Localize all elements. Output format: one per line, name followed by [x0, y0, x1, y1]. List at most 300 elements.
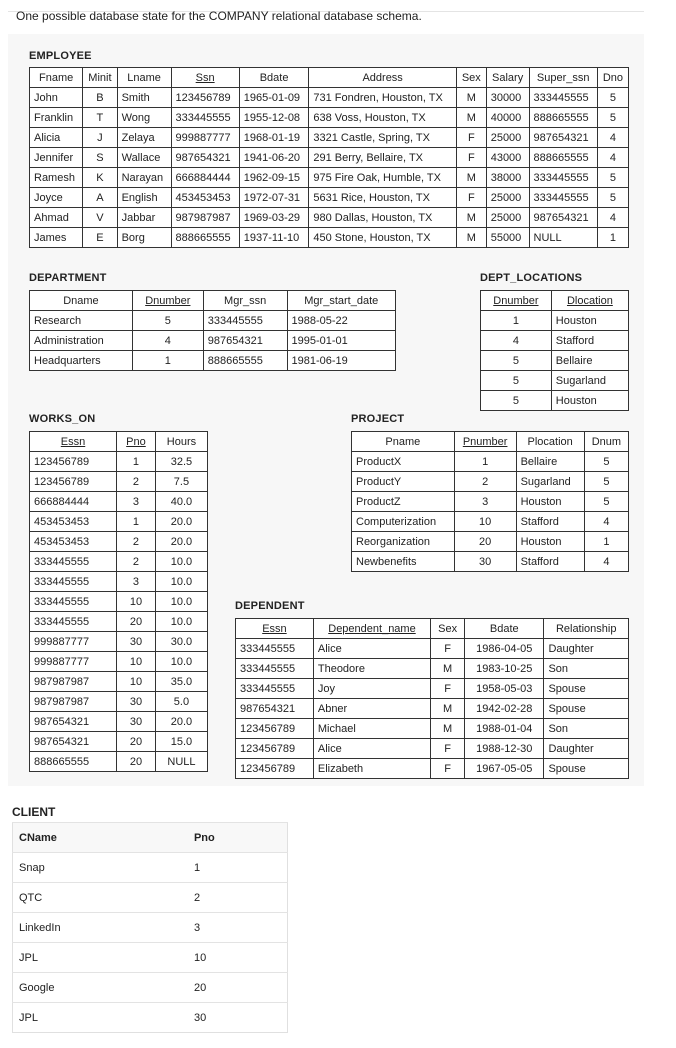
table-cell: 5 — [481, 351, 552, 371]
table-cell: 30 — [117, 632, 156, 652]
table-row — [13, 883, 288, 913]
table-cell: 5 — [584, 492, 628, 512]
header-cell — [155, 432, 207, 452]
table-cell: Stafford — [551, 331, 628, 351]
works-on-title: WORKS_ON — [29, 413, 96, 425]
table-cell: M — [431, 719, 465, 739]
table-cell: 5 — [597, 108, 628, 128]
table-row — [481, 351, 629, 371]
table-cell: 20 — [454, 532, 516, 552]
table-cell: 123456789 — [236, 759, 314, 779]
table-row — [13, 973, 288, 1003]
header-cell — [584, 432, 628, 452]
table-cell: Spouse — [544, 699, 629, 719]
column-header: Hours — [166, 435, 197, 448]
table-cell: 10 — [117, 592, 156, 612]
header-cell — [309, 68, 457, 88]
table-cell: 1 — [584, 532, 628, 552]
column-header: CName — [19, 831, 57, 844]
table-cell: 333445555 — [171, 108, 239, 128]
header-cell — [456, 68, 486, 88]
table-cell: M — [431, 699, 465, 719]
table-cell: Stafford — [516, 552, 584, 572]
table-cell: 5 — [481, 371, 552, 391]
table-cell: 975 Fire Oak, Humble, TX — [309, 168, 457, 188]
header-cell — [13, 823, 188, 853]
employee-table — [29, 67, 629, 248]
table-row — [236, 739, 629, 759]
table-cell: 1 — [597, 228, 628, 248]
table-row — [30, 148, 629, 168]
table-row — [30, 188, 629, 208]
table-row — [30, 128, 629, 148]
table-row — [352, 492, 629, 512]
table-cell: J — [83, 128, 117, 148]
table-cell: F — [431, 759, 465, 779]
header-cell — [171, 68, 239, 88]
table-cell: 10 — [117, 652, 156, 672]
table-cell: 987654321 — [30, 732, 117, 752]
table-cell: K — [83, 168, 117, 188]
table-cell: 1 — [454, 452, 516, 472]
table-cell: 333445555 — [30, 552, 117, 572]
column-header: Essn — [60, 435, 86, 448]
table-cell: 30 — [454, 552, 516, 572]
table-row — [30, 512, 208, 532]
header-cell — [132, 291, 203, 311]
table-cell: 30 — [117, 692, 156, 712]
table-cell: 1968-01-19 — [239, 128, 309, 148]
department-table — [29, 290, 396, 371]
table-cell: 5 — [584, 472, 628, 492]
table-cell: LinkedIn — [13, 913, 188, 943]
header-cell — [431, 619, 465, 639]
table-cell: 5 — [597, 88, 628, 108]
table-row — [30, 168, 629, 188]
table-cell: 987654321 — [529, 208, 597, 228]
table-cell: 1988-01-04 — [465, 719, 544, 739]
table-cell: 333445555 — [236, 679, 314, 699]
employee-title: EMPLOYEE — [29, 50, 92, 62]
header-cell — [544, 619, 629, 639]
table-cell: 1988-05-22 — [287, 311, 395, 331]
table-cell: 5 — [584, 452, 628, 472]
table-row — [481, 391, 629, 411]
table-cell: ProductY — [352, 472, 455, 492]
table-cell: Reorganization — [352, 532, 455, 552]
department-header-row — [30, 291, 396, 311]
table-cell: F — [456, 128, 486, 148]
table-cell: ProductZ — [352, 492, 455, 512]
table-cell: Joy — [313, 679, 430, 699]
table-cell: 3 — [188, 913, 288, 943]
table-cell: Snap — [13, 853, 188, 883]
table-row — [352, 552, 629, 572]
column-header: Pno — [193, 831, 215, 844]
table-cell: 10 — [188, 943, 288, 973]
table-cell: 333445555 — [236, 639, 314, 659]
table-cell: 10.0 — [155, 652, 207, 672]
column-header: Address — [362, 71, 403, 84]
table-cell: M — [456, 168, 486, 188]
dependent-header-row — [236, 619, 629, 639]
header-cell — [117, 68, 171, 88]
table-row — [352, 452, 629, 472]
table-cell: 333445555 — [30, 572, 117, 592]
header-cell — [454, 432, 516, 452]
table-row — [352, 472, 629, 492]
table-cell: 999887777 — [30, 632, 117, 652]
table-cell: 2 — [117, 532, 156, 552]
table-cell: 40000 — [486, 108, 529, 128]
table-cell: 731 Fondren, Houston, TX — [309, 88, 457, 108]
table-cell: 666884444 — [171, 168, 239, 188]
table-cell: 1 — [188, 853, 288, 883]
table-row — [481, 331, 629, 351]
table-cell: 35.0 — [155, 672, 207, 692]
department-title: DEPARTMENT — [29, 272, 107, 284]
table-cell: 1941-06-20 — [239, 148, 309, 168]
column-header: Pnumber — [462, 435, 508, 448]
table-cell: 980 Dallas, Houston, TX — [309, 208, 457, 228]
table-cell: 10.0 — [155, 612, 207, 632]
table-cell: M — [456, 88, 486, 108]
table-cell: 987987987 — [30, 692, 117, 712]
table-cell: 1988-12-30 — [465, 739, 544, 759]
header-cell — [597, 68, 628, 88]
column-header: Dno — [602, 71, 623, 84]
column-header: Dnumber — [145, 294, 191, 307]
table-cell: 2 — [454, 472, 516, 492]
table-cell: 20.0 — [155, 712, 207, 732]
table-cell: 2 — [117, 472, 156, 492]
table-cell: 25000 — [486, 128, 529, 148]
client-header-row — [13, 823, 288, 853]
header-cell — [465, 619, 544, 639]
table-cell: 1967-05-05 — [465, 759, 544, 779]
column-header: Dnum — [591, 435, 622, 448]
header-cell — [203, 291, 287, 311]
table-cell: 123456789 — [171, 88, 239, 108]
table-row — [30, 632, 208, 652]
table-row — [30, 311, 396, 331]
table-row — [13, 943, 288, 973]
table-cell: JPL — [13, 943, 188, 973]
table-cell: 30.0 — [155, 632, 207, 652]
table-cell: Houston — [551, 391, 628, 411]
column-header: Dnumber — [493, 294, 539, 307]
table-row — [30, 692, 208, 712]
project-header-row — [352, 432, 629, 452]
table-cell: 450 Stone, Houston, TX — [309, 228, 457, 248]
header-cell — [352, 432, 455, 452]
table-cell: 15.0 — [155, 732, 207, 752]
header-cell — [239, 68, 309, 88]
table-row — [30, 331, 396, 351]
table-cell: 25000 — [486, 208, 529, 228]
column-header: Dlocation — [566, 294, 613, 307]
table-cell: 10.0 — [155, 592, 207, 612]
table-cell: M — [431, 659, 465, 679]
table-cell: Jennifer — [30, 148, 83, 168]
table-cell: Alicia — [30, 128, 83, 148]
table-row — [481, 371, 629, 391]
table-row — [30, 652, 208, 672]
table-cell: 3321 Castle, Spring, TX — [309, 128, 457, 148]
table-row — [236, 659, 629, 679]
table-cell: 453453453 — [171, 188, 239, 208]
header-cell — [30, 68, 83, 88]
column-header: Dependent_name — [328, 622, 416, 635]
table-cell: Michael — [313, 719, 430, 739]
table-cell: 291 Berry, Bellaire, TX — [309, 148, 457, 168]
table-row — [13, 853, 288, 883]
table-cell: Headquarters — [30, 351, 133, 371]
column-header: Bdate — [259, 71, 289, 84]
table-cell: Daughter — [544, 739, 629, 759]
table-cell: 4 — [584, 552, 628, 572]
table-cell: 2 — [188, 883, 288, 913]
table-cell: 5 — [597, 188, 628, 208]
table-cell: 1986-04-05 — [465, 639, 544, 659]
column-header: Salary — [492, 71, 524, 84]
table-cell: 3 — [117, 492, 156, 512]
table-cell: Administration — [30, 331, 133, 351]
table-cell: NULL — [529, 228, 597, 248]
table-cell: 7.5 — [155, 472, 207, 492]
table-cell: Houston — [516, 532, 584, 552]
table-cell: James — [30, 228, 83, 248]
table-row — [30, 472, 208, 492]
table-cell: Wong — [117, 108, 171, 128]
table-cell: Bellaire — [551, 351, 628, 371]
table-cell: Spouse — [544, 679, 629, 699]
table-cell: 38000 — [486, 168, 529, 188]
table-row — [30, 612, 208, 632]
header-cell — [516, 432, 584, 452]
table-row — [30, 752, 208, 772]
table-cell: 888665555 — [203, 351, 287, 371]
table-cell: Stafford — [516, 512, 584, 532]
table-cell: 30 — [117, 712, 156, 732]
table-cell: 333445555 — [236, 659, 314, 679]
table-cell: 5 — [132, 311, 203, 331]
column-header: Pno — [126, 435, 146, 448]
table-cell: 40.0 — [155, 492, 207, 512]
table-cell: 453453453 — [30, 532, 117, 552]
table-cell: 10.0 — [155, 552, 207, 572]
table-cell: Abner — [313, 699, 430, 719]
header-cell — [529, 68, 597, 88]
table-cell: 999887777 — [30, 652, 117, 672]
table-cell: 30 — [188, 1003, 288, 1033]
column-header: Dname — [63, 294, 99, 307]
table-cell: Son — [544, 659, 629, 679]
table-cell: Research — [30, 311, 133, 331]
table-cell: 10 — [454, 512, 516, 532]
header-cell — [313, 619, 430, 639]
table-cell: 987654321 — [171, 148, 239, 168]
table-cell: Sugarland — [516, 472, 584, 492]
table-cell: 333445555 — [203, 311, 287, 331]
table-row — [30, 532, 208, 552]
table-cell: Narayan — [117, 168, 171, 188]
table-row — [236, 699, 629, 719]
table-cell: F — [431, 679, 465, 699]
table-cell: Ahmad — [30, 208, 83, 228]
table-cell: 666884444 — [30, 492, 117, 512]
employee-header-row — [30, 68, 629, 88]
table-row — [30, 88, 629, 108]
table-row — [236, 639, 629, 659]
table-cell: 987987987 — [171, 208, 239, 228]
table-cell: E — [83, 228, 117, 248]
table-cell: T — [83, 108, 117, 128]
table-cell: Houston — [551, 311, 628, 331]
table-row — [352, 512, 629, 532]
table-cell: V — [83, 208, 117, 228]
project-table — [351, 431, 629, 572]
table-cell: 5.0 — [155, 692, 207, 712]
dept-locations-header-row — [481, 291, 629, 311]
table-cell: 123456789 — [30, 452, 117, 472]
table-row — [30, 351, 396, 371]
column-header: Essn — [262, 622, 287, 635]
table-cell: 987654321 — [203, 331, 287, 351]
table-row — [30, 452, 208, 472]
table-cell: 4 — [132, 331, 203, 351]
table-cell: Franklin — [30, 108, 83, 128]
table-row — [30, 672, 208, 692]
table-cell: Houston — [516, 492, 584, 512]
column-header: Plocation — [527, 435, 573, 448]
table-cell: 1981-06-19 — [287, 351, 395, 371]
table-cell: 1969-03-29 — [239, 208, 309, 228]
table-cell: F — [431, 639, 465, 659]
table-cell: 333445555 — [529, 168, 597, 188]
table-cell: 20 — [117, 612, 156, 632]
table-cell: 20 — [117, 752, 156, 772]
table-cell: 10 — [117, 672, 156, 692]
table-cell: 4 — [584, 512, 628, 532]
header-cell — [486, 68, 529, 88]
column-header: Pname — [385, 435, 421, 448]
column-header: Sex — [461, 71, 481, 84]
header-cell — [236, 619, 314, 639]
table-cell: 5 — [597, 168, 628, 188]
table-cell: Computerization — [352, 512, 455, 532]
table-row — [236, 719, 629, 739]
table-row — [30, 228, 629, 248]
table-cell: Son — [544, 719, 629, 739]
table-cell: 43000 — [486, 148, 529, 168]
table-cell: 5631 Rice, Houston, TX — [309, 188, 457, 208]
table-cell: Bellaire — [516, 452, 584, 472]
table-cell: B — [83, 88, 117, 108]
table-cell: 1955-12-08 — [239, 108, 309, 128]
table-cell: English — [117, 188, 171, 208]
table-cell: 4 — [597, 208, 628, 228]
table-row — [30, 552, 208, 572]
header-cell — [551, 291, 628, 311]
table-cell: 987654321 — [236, 699, 314, 719]
table-cell: Newbenefits — [352, 552, 455, 572]
table-cell: 30000 — [486, 88, 529, 108]
project-title: PROJECT — [351, 413, 405, 425]
table-row — [236, 759, 629, 779]
table-cell: 32.5 — [155, 452, 207, 472]
table-cell: Google — [13, 973, 188, 1003]
table-cell: 987987987 — [30, 672, 117, 692]
table-row — [30, 732, 208, 752]
column-header: Sex — [438, 622, 458, 635]
header-cell — [30, 291, 133, 311]
table-cell: ProductX — [352, 452, 455, 472]
table-cell: 55000 — [486, 228, 529, 248]
table-row — [13, 913, 288, 943]
table-cell: 20.0 — [155, 532, 207, 552]
table-row — [481, 311, 629, 331]
table-cell: Jabbar — [117, 208, 171, 228]
table-cell: F — [456, 148, 486, 168]
table-cell: 1972-07-31 — [239, 188, 309, 208]
column-header: Ssn — [195, 71, 215, 84]
client-table — [12, 822, 288, 1033]
table-row — [30, 208, 629, 228]
table-cell: 5 — [481, 391, 552, 411]
works-on-header-row — [30, 432, 208, 452]
table-cell: 1995-01-01 — [287, 331, 395, 351]
table-cell: 987654321 — [529, 128, 597, 148]
table-cell: John — [30, 88, 83, 108]
table-cell: F — [456, 188, 486, 208]
table-row — [30, 572, 208, 592]
table-cell: M — [456, 228, 486, 248]
table-cell: 1958-05-03 — [465, 679, 544, 699]
table-row — [30, 712, 208, 732]
column-header: Mgr_ssn — [224, 294, 267, 307]
table-cell: 1983-10-25 — [465, 659, 544, 679]
table-cell: Elizabeth — [313, 759, 430, 779]
column-header: Relationship — [555, 622, 617, 635]
table-cell: 123456789 — [236, 719, 314, 739]
table-cell: 4 — [481, 331, 552, 351]
table-cell: 987654321 — [30, 712, 117, 732]
table-cell: M — [456, 108, 486, 128]
table-cell: Sugarland — [551, 371, 628, 391]
table-cell: Borg — [117, 228, 171, 248]
header-cell — [30, 432, 117, 452]
table-cell: 888665555 — [30, 752, 117, 772]
table-cell: 1 — [481, 311, 552, 331]
table-cell: 10.0 — [155, 572, 207, 592]
table-cell: 20 — [117, 732, 156, 752]
table-cell: Daughter — [544, 639, 629, 659]
table-cell: 638 Voss, Houston, TX — [309, 108, 457, 128]
table-cell: 333445555 — [30, 612, 117, 632]
table-cell: 1 — [132, 351, 203, 371]
table-cell: NULL — [155, 752, 207, 772]
column-header: Super_ssn — [536, 71, 590, 84]
table-cell: 888665555 — [171, 228, 239, 248]
header-cell — [188, 823, 288, 853]
table-cell: Ramesh — [30, 168, 83, 188]
dept-locations-title: DEPT_LOCATIONS — [480, 272, 583, 284]
header-cell — [287, 291, 395, 311]
table-cell: 1 — [117, 512, 156, 532]
table-cell: Theodore — [313, 659, 430, 679]
table-cell: Alice — [313, 739, 430, 759]
